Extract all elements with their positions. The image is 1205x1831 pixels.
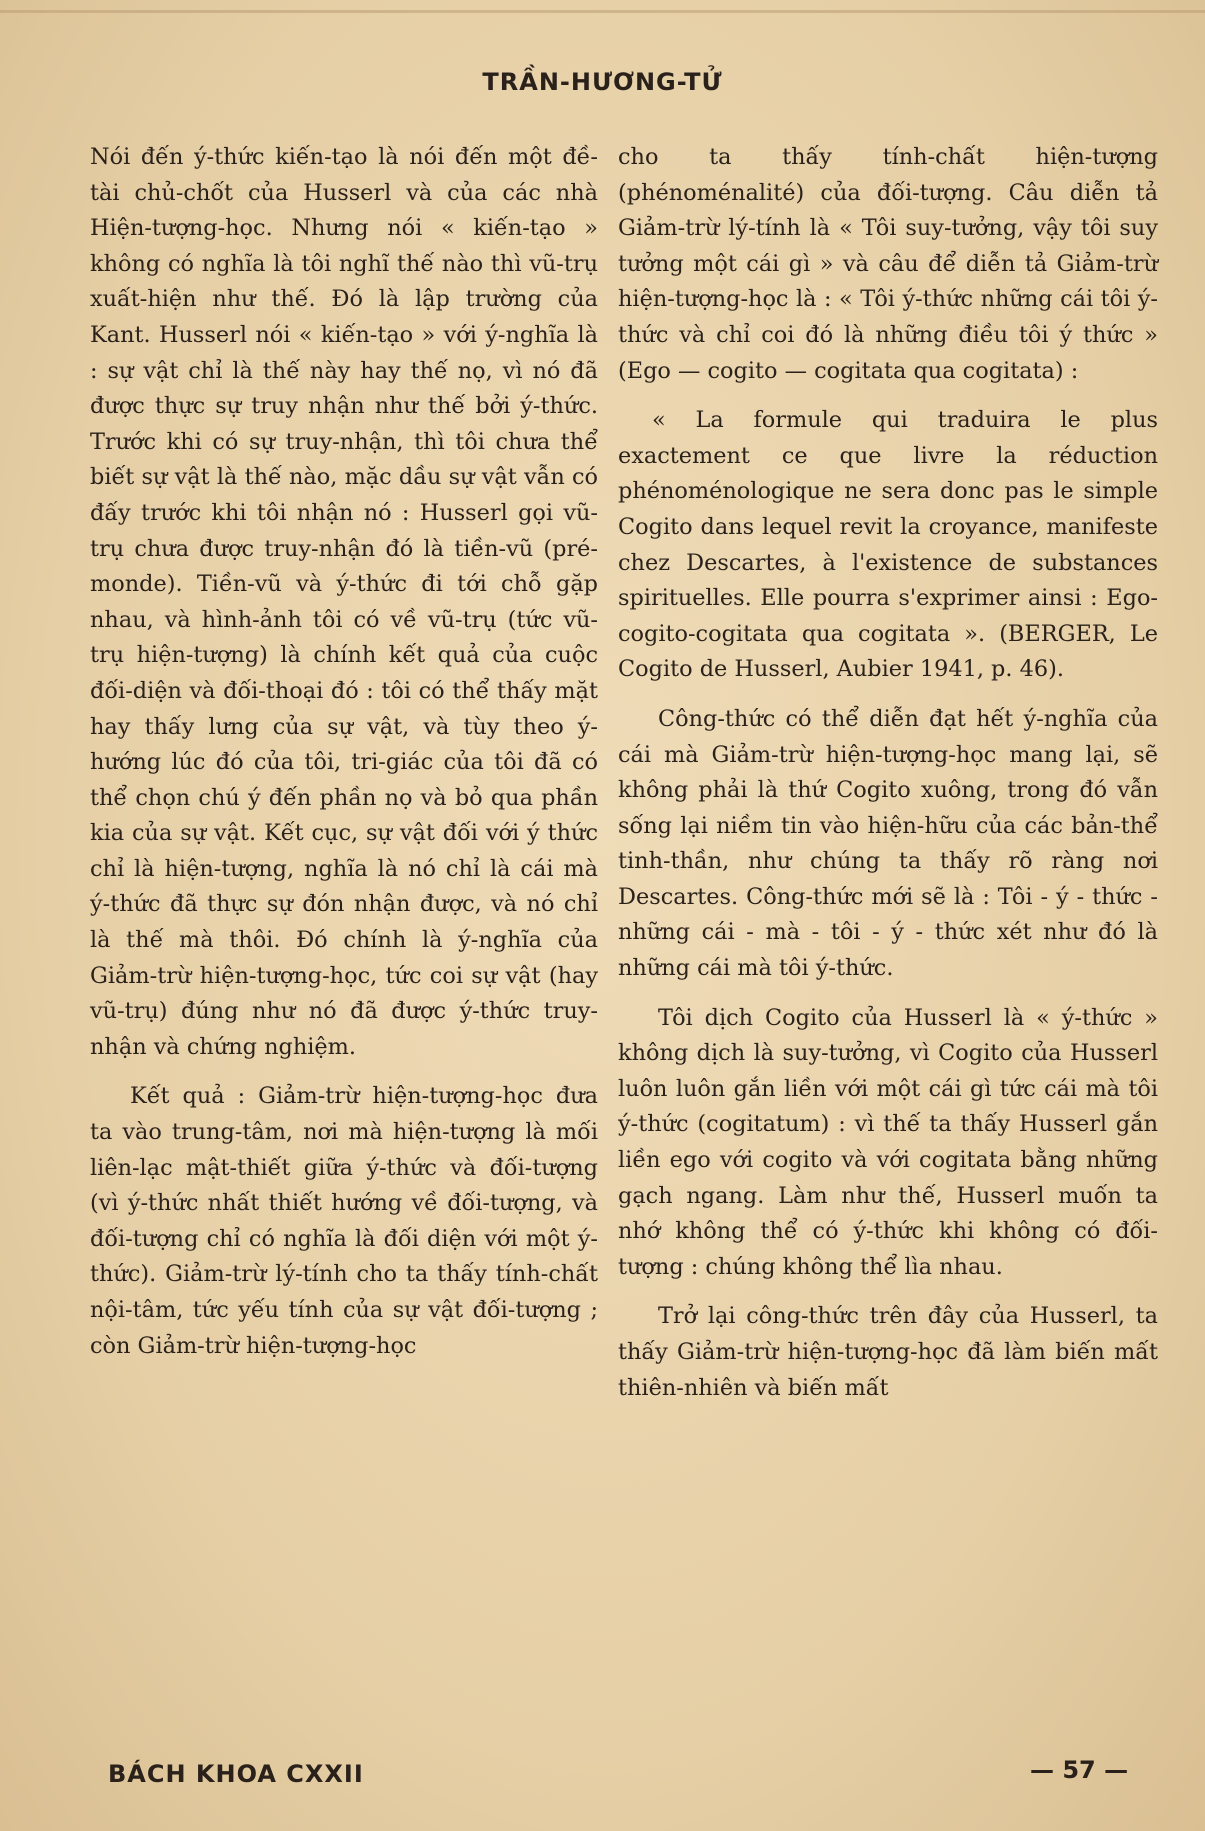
right-column [618,140,1158,1406]
french-quotation: « La formule qui traduira le plus exactement ce que livre la réduction phénoménologique ne sera donc pas le simple Cogito dans lequel revit la croyance, manifeste chez Descartes, à l'existence de substances spirituelles. Elle pourra s'exprimer ainsi : Ego-cogito-cogitata qua cogitata ». (BERGER, Le Cogito de Husserl, Aubier 1941, p. 46). [618,407,1158,683]
paragraph: Tôi dịch Cogito của Husserl là « ý-thức » không dịch là suy-tưởng, vì Cogito của Husserl luôn luôn gắn liền với một cái gì tức cái mà tôi ý-thức (cogitatum) : vì thế ta thấy Husserl gắn liền ego với cogito và với cogitata bằng những gạch ngang. Làm như thế, Husserl muốn ta nhớ không thể có ý-thức khi không có đối-tượng : chúng không thể lìa nhau. [618,1004,1158,1280]
page-edge [0,10,1205,13]
page-header-author: TRẦN-HƯƠNG-TỬ [482,68,723,96]
left-column [90,140,598,1364]
page-number: — 57 — [1030,1756,1129,1784]
paragraph: Trở lại công-thức trên đây của Husserl, ta thấy Giảm-trừ hiện-tượng-học đã làm biến mất thiên-nhiên và biến mất [618,1303,1158,1401]
paragraph: cho ta thấy tính-chất hiện-tượng (phénoménalité) của đối-tượng. Câu diễn tả Giảm-trừ lý-tính là « Tôi suy-tưởng, vậy tôi suy tưởng một cái gì » và câu để diễn tả Giảm-trừ hiện-tượng-học là : « Tôi ý-thức những cái tôi ý-thức và chỉ coi đó là những điều tôi ý thức » (Ego — cogito — cogitata qua cogitata) : [618,144,1158,384]
paragraph: Nói đến ý-thức kiến-tạo là nói đến một đề-tài chủ-chốt của Husserl và của các nhà Hiện-tượng-học. Nhưng nói « kiến-tạo » không có nghĩa là tôi nghĩ thế nào thì vũ-trụ xuất-hiện như thế. Đó là lập trường của Kant. Husserl nói « kiến-tạo » với ý-nghĩa là : sự vật chỉ là thế này hay thế nọ, vì nó đã được thực sự truy nhận như thế bởi ý-thức. Trước khi có sự truy-nhận, thì tôi chưa thể biết sự vật là thế nào, mặc dầu sự vật vẫn có đấy trước khi tôi nhận nó : Husserl gọi vũ-trụ chưa được truy-nhận đó là tiền-vũ (pré-monde). Tiền-vũ và ý-thức đi tới chỗ gặp nhau, và hình-ảnh tôi có về vũ-trụ (tức vũ-trụ hiện-tượng) là chính kết quả của cuộc đối-diện và đối-thoại đó : tôi có thể thấy mặt hay thấy lưng của sự vật, và tùy theo ý-hướng lúc đó của tôi, tri-giác của tôi đã có thể chọn chú ý đến phần nọ và bỏ qua phần kia của sự vật. Kết cục, sự vật đối với ý thức chỉ là hiện-tượng, nghĩa là nó chỉ là cái mà ý-thức đã thực sự đón nhận được, và nó chỉ là thế mà thôi. Đó chính là ý-nghĩa của Giảm-trừ hiện-tượng-học, tức coi sự vật (hay vũ-trụ) đúng như nó đã được ý-thức truy-nhận và chứng nghiệm. [90,144,598,1060]
paragraph: Kết quả : Giảm-trừ hiện-tượng-học đưa ta vào trung-tâm, nơi mà hiện-tượng là mối liên-lạc mật-thiết giữa ý-thức và đối-tượng (vì ý-thức nhất thiết hướng về đối-tượng, và đối-tượng chỉ có nghĩa là đối diện với một ý-thức). Giảm-trừ lý-tính cho ta thấy tính-chất nội-tâm, tức yếu tính của sự vật đối-tượng ; còn Giảm-trừ hiện-tượng-học [90,1083,598,1359]
journal-footer: BÁCH KHOA CXXII [108,1760,364,1788]
paragraph: Công-thức có thể diễn đạt hết ý-nghĩa của cái mà Giảm-trừ hiện-tượng-học mang lại, sẽ không phải là thứ Cogito xuông, trong đó vẫn sống lại niềm tin vào hiện-hữu của các bản-thể tinh-thần, như chúng ta thấy rõ ràng nơi Descartes. Công-thức mới sẽ là : Tôi - ý - thức - những cái - mà - tôi - ý - thức xét như đó là những cái mà tôi ý-thức. [618,705,1158,982]
